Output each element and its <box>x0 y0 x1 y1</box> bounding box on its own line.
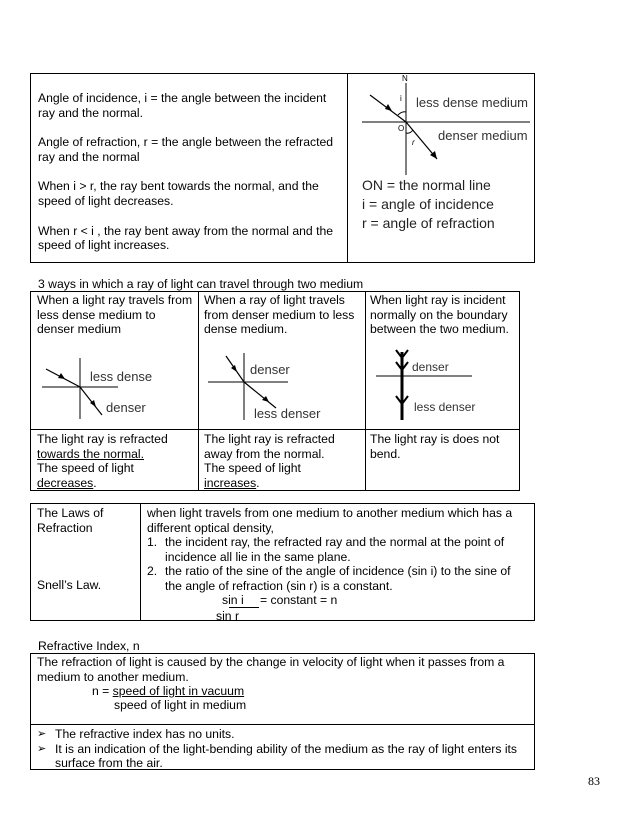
label-less-denser: less denser <box>254 406 321 421</box>
refractive-index-equation <box>92 684 244 699</box>
law-item-text: the incident ray, the refracted ray and the normal at the point of incidence all lie in the same plane. <box>165 535 505 564</box>
snell-formula-denominator: sin r <box>216 609 240 623</box>
col1-result-period: . <box>93 475 97 490</box>
label-denser: denser <box>250 362 290 377</box>
equation-denominator: speed of light in medium <box>114 698 247 712</box>
label-less-dense: less dense <box>90 369 153 384</box>
diagram-denser-to-less <box>204 350 362 425</box>
label-denser: denser <box>412 360 449 374</box>
ways-row-divider <box>30 429 520 430</box>
col1-result-direction: towards the normal. <box>37 446 145 461</box>
ways-col3-result: The light ray is does not bend. <box>370 432 500 461</box>
page-number: 83 <box>588 774 600 788</box>
law-item-number: 1. <box>147 535 158 550</box>
label-denser: denser <box>106 400 146 415</box>
col1-result-speed-change: decreases <box>37 475 94 490</box>
laws-intro: when light travels from one medium to another medium which has a different optical density, <box>147 506 513 535</box>
laws-content <box>147 506 529 594</box>
diagram-legend <box>362 176 495 233</box>
col2-result-period: . <box>256 475 260 490</box>
label-n: N <box>402 75 408 83</box>
laws-divider <box>140 503 141 621</box>
snells-law-label: Snell’s Law. <box>37 578 102 592</box>
ways-col1-header: When a light ray travels from less dense medium to denser medium <box>37 293 193 337</box>
angle-r-arc <box>406 130 413 133</box>
laws-label: The Laws of Refraction <box>37 506 104 535</box>
equation-numerator: speed of light in vacuum <box>112 684 245 698</box>
snell-formula-numerator: sin i <box>222 593 244 607</box>
rule-r-greater: When r < i , the ray bent away from the normal and the speed of light increases. <box>38 223 334 253</box>
ways-col2-result <box>204 432 362 490</box>
label-r: r <box>412 138 415 147</box>
refractive-index-text: The refraction of light is caused by the change in velocity of light when it passes from a medium to another medium. <box>37 655 505 684</box>
refractive-index-divider <box>30 724 535 725</box>
law-item-text: the ratio of the sine of the angle of incidence (sin i) to the sine of the angle of refraction (sin r) is a constant. <box>165 564 511 593</box>
ways-title: 3 ways in which a ray of light can travel through two medium <box>38 277 364 291</box>
refractive-index-title: Refractive Index, n <box>38 639 140 653</box>
col2-result-speed: The speed of light <box>204 461 301 476</box>
bullet-item <box>37 727 529 742</box>
definitions-text <box>38 91 343 253</box>
definition-refraction: Angle of refraction, r = the angle between the refracted ray and the normal <box>38 135 334 164</box>
laws-list <box>147 535 529 593</box>
label-less-denser: less denser <box>414 400 476 414</box>
ways-col-divider-1 <box>198 291 199 491</box>
col1-result-speed: The speed of light <box>37 461 134 476</box>
ways-col3-header: When light ray is incident normally on the boundary between the two medium. <box>370 293 509 337</box>
incident-arrow <box>385 104 392 111</box>
bullet-text: The refractive index has no units. <box>55 727 235 741</box>
law-item-number: 2. <box>147 564 158 579</box>
snell-formula-fraction-bar <box>229 607 259 608</box>
label-denser-medium: denser medium <box>438 128 528 143</box>
refracted-ray <box>80 387 102 415</box>
ways-col1-result <box>37 432 195 490</box>
col2-result-line: The light ray is refracted away from the normal. <box>204 432 335 461</box>
snell-formula-equals: = constant = n <box>260 593 338 607</box>
refractive-bullets <box>37 727 529 771</box>
bullet-item <box>37 742 529 771</box>
bullet-text: It is an indication of the light-bending ability of the medium as the ray of light enters its surface from the air. <box>55 741 518 771</box>
legend-angle-refraction: r = angle of refraction <box>362 215 495 231</box>
col1-result-line: The light ray is refracted <box>37 432 168 446</box>
rule-i-greater: When i > r, the ray bent towards the normal, and the speed of light decreases. <box>38 179 319 208</box>
definition-incidence: Angle of incidence, i = the angle between the incident ray and the normal. <box>38 91 327 120</box>
law-item <box>147 535 529 564</box>
diagram-normal-incidence <box>372 348 512 426</box>
label-less-dense-medium: less dense medium <box>416 95 528 110</box>
legend-angle-incidence: i = angle of incidence <box>362 196 494 212</box>
angle-i-arc <box>398 112 406 115</box>
label-o: O <box>398 124 405 133</box>
law-item <box>147 564 529 593</box>
label-i: i <box>400 94 402 103</box>
refracted-ray <box>244 382 276 408</box>
arrow-bullet-icon: ➢ <box>37 728 47 740</box>
legend-normal-line: ON = the normal line <box>362 177 491 193</box>
ways-col2-header: When a ray of light travels from denser medium to less dense medium. <box>204 293 355 337</box>
col2-result-speed-change: increases <box>204 475 257 490</box>
incident-arrow <box>231 365 237 372</box>
refraction-diagram <box>352 75 532 185</box>
equation-prefix: n = <box>92 684 113 698</box>
ways-col-divider-2 <box>365 291 366 491</box>
diagram-less-to-denser <box>36 353 186 423</box>
definitions-divider <box>347 73 348 263</box>
arrow-bullet-icon: ➢ <box>37 742 47 755</box>
